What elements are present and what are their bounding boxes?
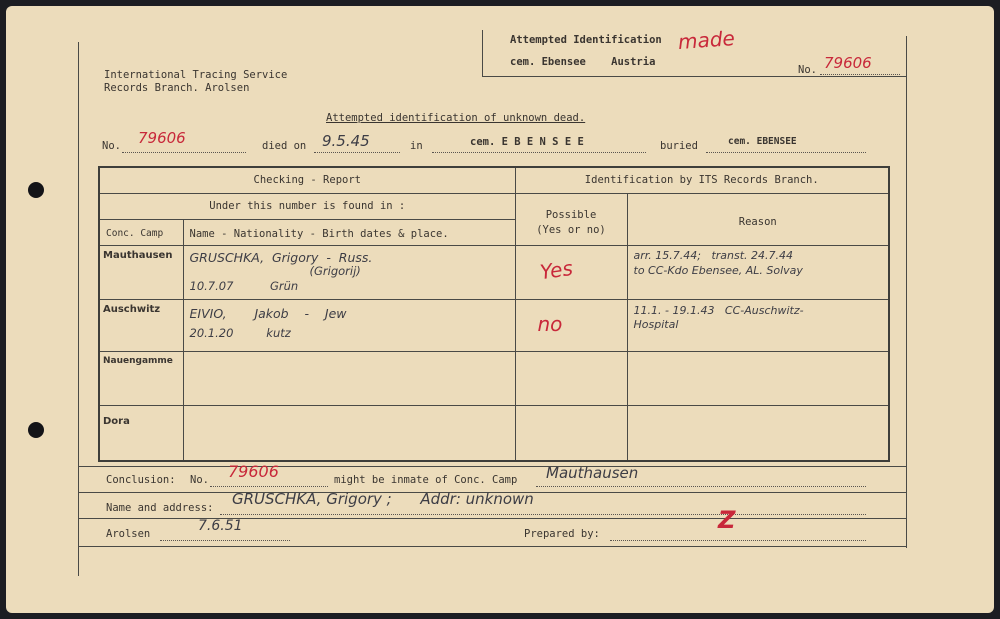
checking-table bbox=[98, 166, 890, 462]
died-dots bbox=[314, 152, 400, 153]
conclusion-no-label: No. bbox=[190, 474, 209, 486]
record-no-label: No. bbox=[102, 140, 121, 152]
in-value: cem. E B E N S E E bbox=[470, 136, 584, 148]
buried-label: buried bbox=[660, 140, 698, 152]
header-box-left bbox=[482, 30, 483, 76]
index-card bbox=[6, 6, 994, 613]
conclusion-no-dots bbox=[210, 486, 328, 487]
header-no-label: No. bbox=[798, 64, 817, 76]
in-dots bbox=[432, 152, 646, 153]
checking-report-header: Checking - Report bbox=[99, 167, 515, 193]
possible-cell bbox=[515, 351, 627, 405]
camp-cell: Nauengamme bbox=[99, 351, 183, 405]
died-label: died on bbox=[262, 140, 307, 152]
conclusion-camp-value: Mauthausen bbox=[546, 464, 639, 482]
header-no-value: 79606 bbox=[824, 54, 872, 72]
prepared-by-dots bbox=[610, 540, 866, 541]
name-cell bbox=[183, 405, 515, 461]
conclusion-camp-dots bbox=[536, 486, 866, 487]
name-cell bbox=[183, 351, 515, 405]
header-box-bottom bbox=[482, 76, 906, 77]
conclusion-might-be: might be inmate of Conc. Camp bbox=[334, 474, 518, 486]
header-title: Attempted Identification bbox=[510, 34, 662, 46]
identification-header: Identification by ITS Records Branch. bbox=[515, 167, 889, 193]
possible-cell: Yes bbox=[515, 245, 627, 299]
name-address-label: Name and address: bbox=[106, 502, 214, 514]
footer-bottom-line bbox=[78, 546, 906, 547]
footer-date-dots bbox=[160, 540, 290, 541]
header-no-dots bbox=[820, 74, 900, 75]
left-frame-line bbox=[78, 42, 79, 576]
under-number-header: Under this number is found in : bbox=[99, 193, 515, 219]
record-no-value: 79606 bbox=[138, 129, 186, 147]
possible-header: Possible (Yes or no) bbox=[515, 193, 627, 245]
footer-place-label: Arolsen bbox=[106, 528, 151, 540]
table-row bbox=[99, 351, 889, 405]
name-address-value: GRUSCHKA, Grigory ; Addr: unknown bbox=[232, 490, 534, 508]
name-address-dots bbox=[220, 514, 866, 515]
table-row bbox=[99, 245, 889, 299]
org-line1: International Tracing Service bbox=[104, 69, 288, 81]
in-label: in bbox=[410, 140, 423, 152]
header-location: cem. Ebensee Austria bbox=[510, 56, 656, 68]
table-row bbox=[99, 299, 889, 351]
reason-cell bbox=[627, 405, 889, 461]
record-no-dots bbox=[122, 152, 246, 153]
conclusion-top-line bbox=[78, 466, 906, 467]
right-frame-line bbox=[906, 36, 907, 548]
camp-col-header: Conc. Camp bbox=[99, 219, 183, 245]
punch-hole-top bbox=[28, 182, 44, 198]
conclusion-no-value: 79606 bbox=[228, 462, 279, 481]
name-cell: GRUSCHKA, Grigory - Russ. (Grigorij) 10.7.07 Grün bbox=[183, 245, 515, 299]
buried-dots bbox=[706, 152, 866, 153]
camp-cell: Auschwitz bbox=[99, 299, 183, 351]
possible-cell: no bbox=[515, 299, 627, 351]
name-cell: EIVIO, Jakob - Jew 20.1.20 kutz bbox=[183, 299, 515, 351]
reason-header: Reason bbox=[627, 193, 889, 245]
table-row bbox=[99, 405, 889, 461]
conclusion-label: Conclusion: bbox=[106, 474, 176, 486]
camp-cell: Mauthausen bbox=[99, 245, 183, 299]
punch-hole-bottom bbox=[28, 422, 44, 438]
possible-cell bbox=[515, 405, 627, 461]
name-col-header: Name - Nationality - Birth dates & place. bbox=[183, 219, 515, 245]
buried-value: cem. EBENSEE bbox=[728, 136, 797, 147]
document-subtitle: Attempted identification of unknown dead. bbox=[326, 112, 586, 124]
prepared-by-mark: Z bbox=[718, 506, 736, 534]
prepared-by-label: Prepared by: bbox=[524, 528, 600, 540]
camp-cell: Dora bbox=[99, 405, 183, 461]
reason-cell: 11.1. - 19.1.43 CC-Auschwitz- Hospital bbox=[627, 299, 889, 351]
reason-cell: arr. 15.7.44; transt. 24.7.44 to CC-Kdo Ebensee, AL. Solvay bbox=[627, 245, 889, 299]
died-value: 9.5.45 bbox=[322, 132, 370, 150]
org-line2: Records Branch. Arolsen bbox=[104, 82, 250, 94]
header-annotation: made bbox=[677, 26, 736, 54]
footer-date-value: 7.6.51 bbox=[198, 518, 243, 534]
reason-cell bbox=[627, 351, 889, 405]
